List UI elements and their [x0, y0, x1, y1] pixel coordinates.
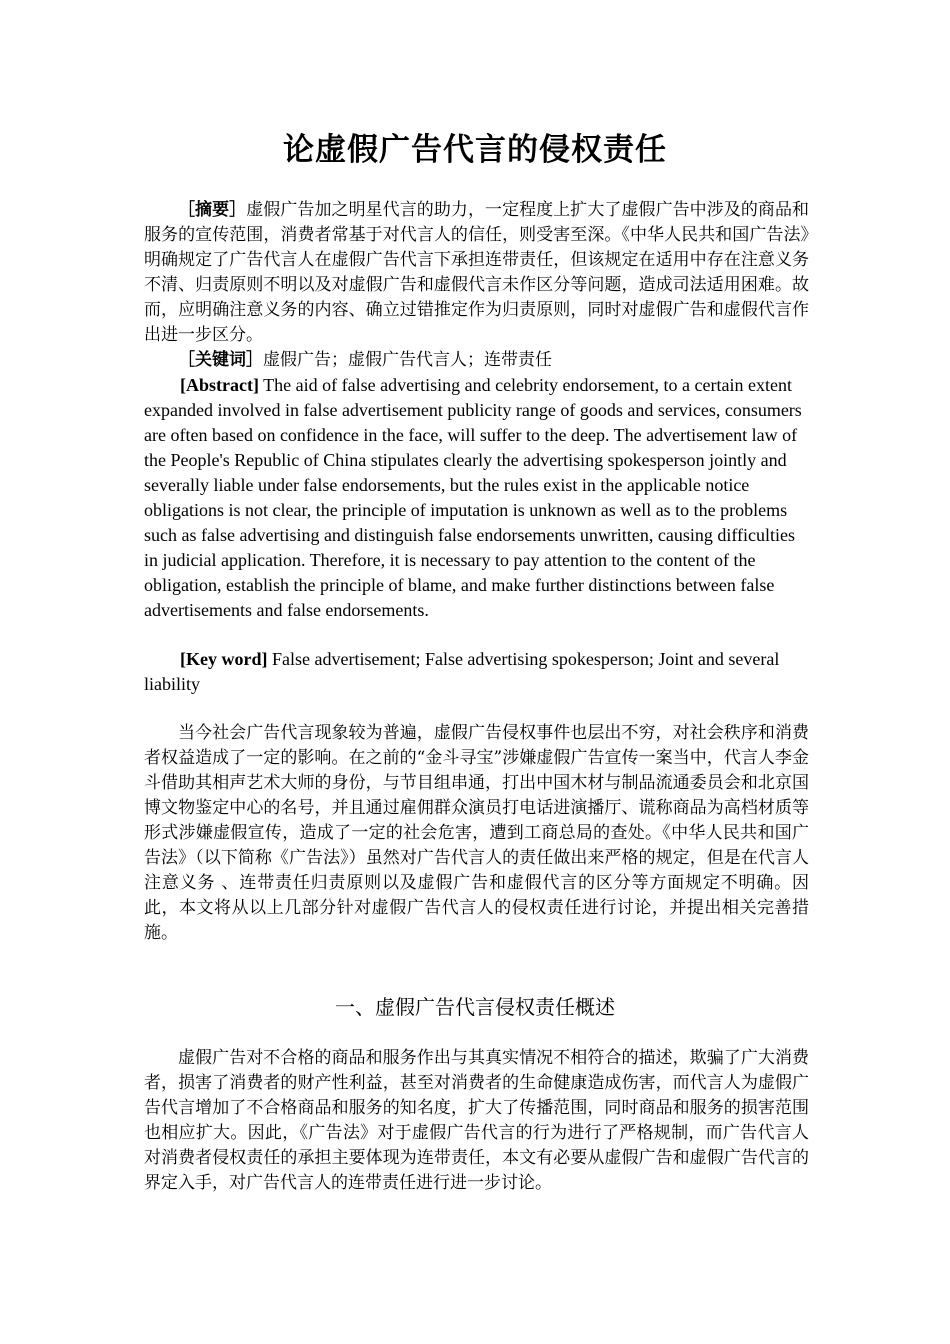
section-heading: 一、虚假广告代言侵权责任概述 — [335, 995, 615, 1019]
abstract-cn-text: 虚假广告加之明星代言的助力，一定程度上扩大了虚假广告中涉及的商品和服务的宣传范围，消费者常基于对代言人的信任，则受害至深。《中华人民共和国广告法》明确规定了广告代言人在虚假广告代言下承担连带责任，但该规定在适用中存在注意义务不清、归责原则不明以及对虚假广告和虚假代言未作区分等问题，造成司法适用困难。故而，应明确注意义务的内容、确立过错推定作为归责原则，同时对虚假广告和虚假代言作出进一步区分。 — [144, 200, 810, 345]
keywords-en-label: [Key word] — [180, 649, 268, 669]
section-paragraph — [144, 1046, 809, 1196]
abstract-en-label: [Abstract] — [180, 375, 259, 395]
keywords-cn-text: 虚假广告；虚假广告代言人；连带责任 — [263, 350, 552, 370]
section-paragraph-text: 虚假广告对不合格的商品和服务作出与其真实情况不相符合的描述，欺骗了广大消费者，损害了消费者的财产性利益，甚至对消费者的生命健康造成伤害，而代言人为虚假广告代言增加了不合格商品和服务的知名度，扩大了传播范围，同时商品和服务的损害范围也相应扩大。因此，《广告法》对于虚假广告代言的行为进行了严格规制，而广告代言人对消费者侵权责任的承担主要体现为连带责任，本文有必要从虚假广告和虚假广告代言的界定入手，对广告代言人的连带责任进行进一步讨论。 — [144, 1048, 809, 1193]
abstract-en-text: The aid of false advertising and celebrity endorsement, to a certain extent expanded involved in false advertisement publicity range of goods and services, consumers are often based on confidence in the face, will suffer to the deep. The advertisement law of the People's Republic of China stipulates clearly the advertising spokesperson jointly and severally liable under false endorsements, but the rules exist in the applicable notice obligations is not clear, the principle of imputation is unknown as well as to the problems such as false advertising and distinguish false endorsements unwritten, causing difficulties in judicial application. Therefore, it is necessary to pay attention to the content of the obligation, establish the principle of blame, and make further distinctions between false advertisements and false endorsements. — [144, 375, 802, 620]
abstract-cn-label: ［摘要］ — [178, 200, 247, 220]
keywords-cn — [144, 348, 809, 373]
keywords-cn-label: ［关键词］ — [178, 350, 263, 370]
keywords-en-text: False advertisement; False advertising spokesperson; Joint and several liability — [144, 649, 780, 694]
intro-paragraph-text: 当今社会广告代言现象较为普遍，虚假广告侵权事件也层出不穷，对社会秩序和消费者权益造成了一定的影响。在之前的“金斗寻宝”涉嫌虚假广告宣传一案当中，代言人李金斗借助其相声艺术大师的身份，与节目组串通，打出中国木材与制品流通委员会和北京国博文物鉴定中心的名号，并且通过雇佣群众演员打电话进演播厅、谎称商品为高档材质等形式涉嫌虚假宣传，造成了一定的社会危害，遭到工商总局的查处。《中华人民共和国广告法》（以下简称《广告法》）虽然对广告代言人的责任做出来严格的规定，但是在代言人注意义务 、连带责任归责原则以及虚假广告和虚假代言的区分等方面规定不明确。因此，本文将从以上几部分针对虚假广告代言人的侵权责任进行讨论，并提出相关完善措施。 — [144, 723, 809, 943]
intro-paragraph — [144, 721, 809, 946]
abstract-en — [144, 373, 809, 623]
abstract-cn — [144, 198, 809, 348]
document-title: 论虚假广告代言的侵权责任 — [283, 132, 667, 168]
keywords-en — [144, 647, 809, 697]
